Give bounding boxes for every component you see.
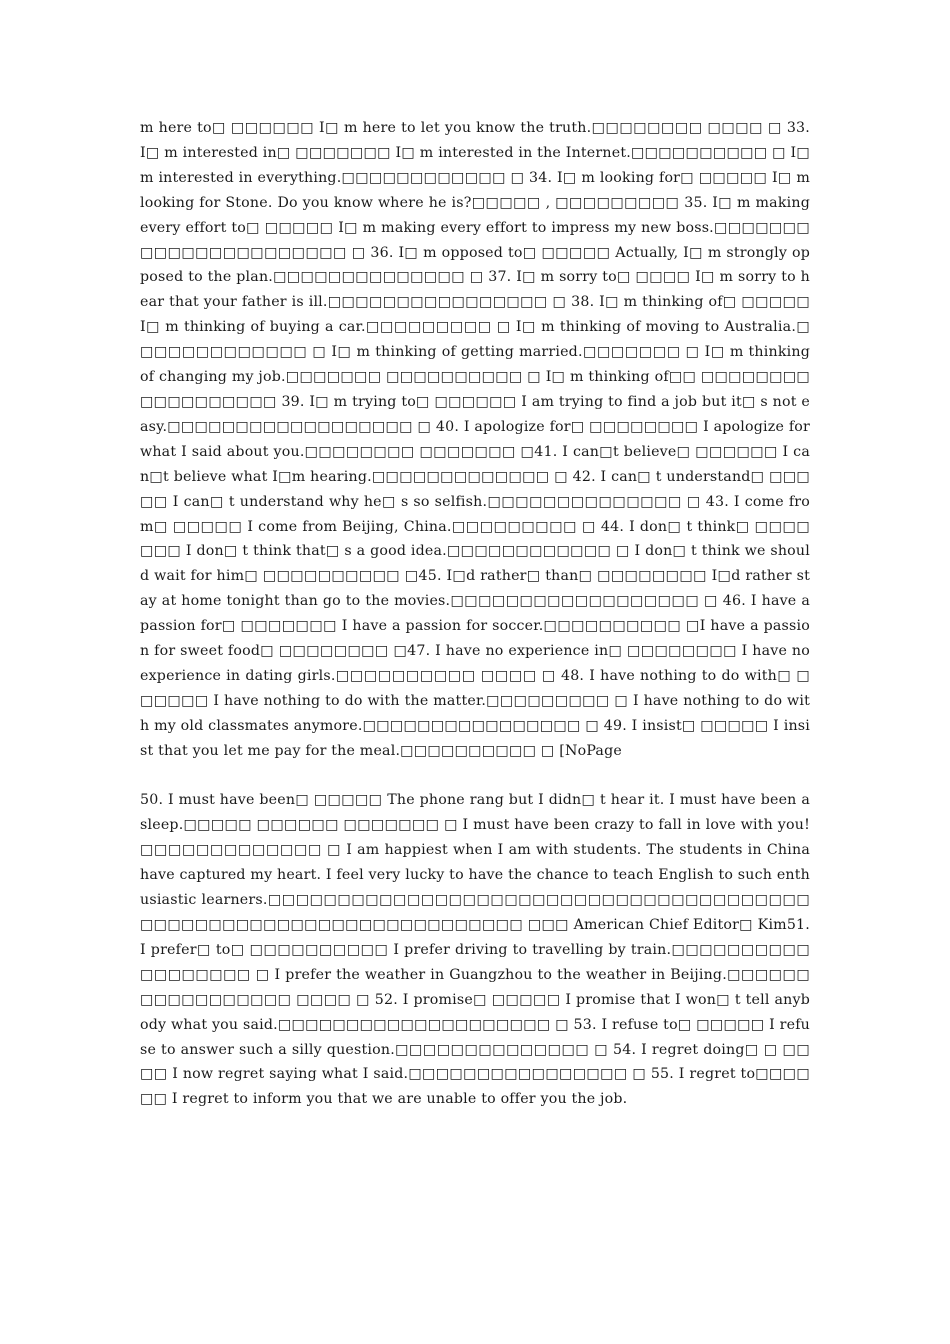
paragraph-gap — [140, 764, 810, 789]
paragraph-2: 50. I must have been□ □□□□□ The phone rang but I didn□ t hear it. I must have been asleep.□□□□□ □□□□□□ □□□□□□□ □ I must have been crazy to fall in love with you!□□□□□□□□□□□□□ □ I am happiest when I am with students. The students in China have captured my heart. I feel very lucky to have the chance to teach English to such enthusiastic learners.□□□□□□□□□□□□□□□□□□□□□□□□□□□□□□□□□□□□□□□□□□□□□□□□□□□□□□□□□□□□□□□□□□□ □□□ American Chief Editor□ Kim51. I prefer□ to□ □□□□□□□□□□ I prefer driving to travelling by train.□□□□□□□□□□□□□□□□□□ □ I prefer the weather in Guangzhou to the weather in Beijing.□□□□□□□□□□□□□□□□□ □□□□ □ 52. I promise□ □□□□□ I promise that I won□ t tell anybody what you said.□□□□□□□□□□□□□□□□□□□□ □ 53. I refuse to□ □□□□□ I refuse to answer such a silly question.□□□□□□□□□□□□□□ □ 54. I regret doing□ □ □□□□ I now regret saying what I said.□□□□□□□□□□□□□□□□ □ 55. I regret to□□□□□□ I regret to inform you that we are unable to offer you the job. — [140, 792, 810, 1108]
paragraph-1: m here to□ □□□□□□ I□ m here to let you know the truth.□□□□□□□□ □□□□ □ 33. I□ m interested in□ □□□□□□□ I□ m interested in the Internet.□□□□□□□□□□ □ I□ m interested in everything.□□□□□□□□□□□□ □ 34. I□ m looking for□ □□□□□ I□ m looking for Stone. Do you know where he is?□□□□□ , □□□□□□□□□ 35. I□ m making every effort to□ □□□□□ I□ m making every effort to impress my new boss.□□□□□□□□□□□□□□□□□□□□□□ □ 36. I□ m opposed to□ □□□□□ Actually, I□ m strongly opposed to the plan.□□□□□□□□□□□□□□ □ 37. I□ m sorry to□ □□□□ I□ m sorry to hear that your father is ill.□□□□□□□□□□□□□□□□ □ 38. I□ m thinking of□ □□□□□ I□ m thinking of buying a car.□□□□□□□□□ □ I□ m thinking of moving to Australia.□□□□□□□□□□□□□ □ I□ m thinking of getting married.□□□□□□□ □ I□ m thinking of changing my job.□□□□□□□ □□□□□□□□□□ □ I□ m thinking of□□ □□□□□□□□□□□□□□□□□□ 39. I□ m trying to□ □□□□□□ I am trying to find a job but it□ s not easy.□□□□□□□□□□□□□□□□□□ □ 40. I apologize for□ □□□□□□□□ I apologize for what I said about you.□□□□□□□□ □□□□□□□ □41. I can□t believe□ □□□□□□ I can□t believe what I□m hearing.□□□□□□□□□□□□□ □ 42. I can□ t understand□ □□□□□ I can□ t understand why he□ s so selfish.□□□□□□□□□□□□□□ □ 43. I come from□ □□□□□ I come from Beijing, China.□□□□□□□□□ □ 44. I don□ t think□ □□□□□□□ I don□ t think that□ s a good idea.□□□□□□□□□□□□ □ I don□ t think we should wait for him□ □□□□□□□□□□ □45. I□d rather□ than□ □□□□□□□□ I□d rather stay at home tonight than go to the movies.□□□□□□□□□□□□□□□□□□ □ 46. I have a passion for□ □□□□□□□ I have a passion for soccer.□□□□□□□□□□ □I have a passion for sweet food□ □□□□□□□□ □47. I have no experience in□ □□□□□□□□ I have no experience in dating girls.□□□□□□□□□□ □□□□ □ 48. I have nothing to do with□ □□□□□□ I have nothing to do with the matter.□□□□□□□□□ □ I have nothing to do with my old classmates anymore.□□□□□□□□□□□□□□□□ □ 49. I insist□ □□□□□ I insist that you let me pay for the meal.□□□□□□□□□□ □ [NoPage — [140, 120, 810, 759]
document-page — [140, 116, 810, 1112]
